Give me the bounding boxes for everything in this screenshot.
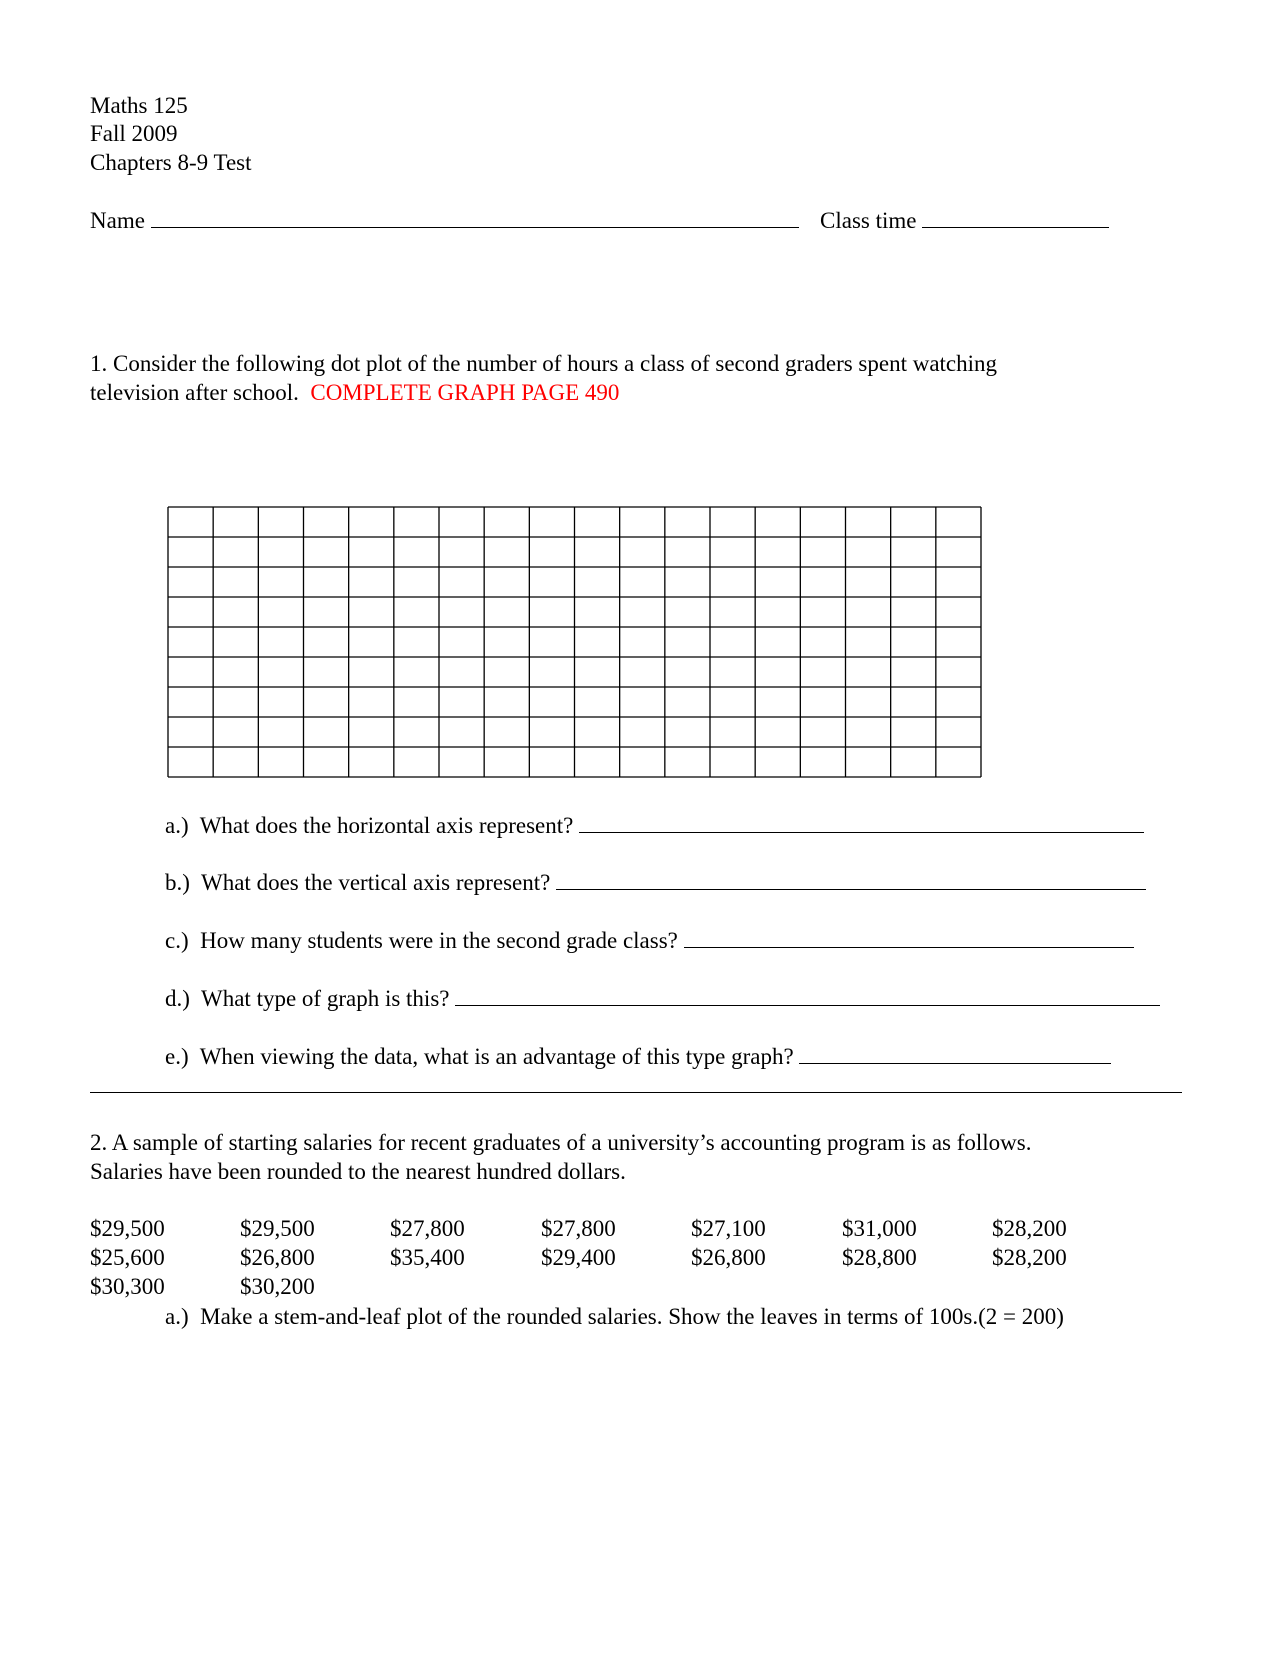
q1-part-e bbox=[165, 1043, 1111, 1070]
q1-text-line1: 1. Consider the following dot plot of the number of hours a class of second graders spent watching bbox=[90, 351, 998, 376]
salary-cell: $28,800 bbox=[842, 1245, 917, 1270]
q1-text-line2-main: television after school. bbox=[90, 380, 299, 405]
class-time-label: Class time bbox=[820, 208, 917, 233]
dot-plot-grid bbox=[167, 506, 982, 778]
q1-part-c-label: c.) bbox=[165, 928, 189, 953]
q1-part-a-text: What does the horizontal axis represent? bbox=[199, 813, 574, 838]
salary-cell: $35,400 bbox=[390, 1245, 465, 1270]
salary-cell: $26,800 bbox=[691, 1245, 766, 1270]
q1-part-b-text: What does the vertical axis represent? bbox=[201, 870, 551, 895]
name-blank[interactable] bbox=[151, 207, 799, 228]
q1-part-d-text: What type of graph is this? bbox=[201, 986, 450, 1011]
q1-part-e-text: When viewing the data, what is an advantage of this type graph? bbox=[199, 1044, 794, 1069]
q1-text-line2 bbox=[90, 379, 619, 406]
name-label: Name bbox=[90, 208, 145, 233]
salary-cell: $29,400 bbox=[541, 1245, 616, 1270]
q1-note: COMPLETE GRAPH PAGE 490 bbox=[310, 380, 620, 405]
course-title: Maths 125 bbox=[90, 93, 188, 118]
class-time-blank[interactable] bbox=[922, 207, 1109, 228]
salary-cell: $30,200 bbox=[240, 1274, 315, 1299]
q1-part-c-answer-blank[interactable] bbox=[684, 927, 1134, 948]
q1-part-e-label: e.) bbox=[165, 1044, 189, 1069]
class-time-field[interactable] bbox=[820, 207, 1109, 234]
q1-part-e-answer-line2[interactable] bbox=[90, 1092, 1182, 1093]
q1-part-d-label: d.) bbox=[165, 986, 190, 1011]
salary-cell: $29,500 bbox=[240, 1216, 315, 1241]
salary-cell: $31,000 bbox=[842, 1216, 917, 1241]
q2-part-a bbox=[165, 1303, 1064, 1330]
q1-part-b-label: b.) bbox=[165, 870, 190, 895]
q1-part-b-answer-blank[interactable] bbox=[556, 869, 1146, 890]
q1-part-a bbox=[165, 812, 1144, 839]
q1-part-b bbox=[165, 869, 1146, 896]
salary-cell: $28,200 bbox=[992, 1245, 1067, 1270]
q1-part-c bbox=[165, 927, 1134, 954]
q1-part-a-answer-blank[interactable] bbox=[579, 812, 1144, 833]
term: Fall 2009 bbox=[90, 121, 178, 146]
q1-part-c-text: How many students were in the second grade class? bbox=[200, 928, 678, 953]
q2-part-a-text: Make a stem-and-leaf plot of the rounded salaries. Show the leaves in terms of 100s.(2 = 200) bbox=[200, 1304, 1064, 1329]
q1-part-e-answer-blank[interactable] bbox=[799, 1043, 1111, 1064]
salary-cell: $30,300 bbox=[90, 1274, 165, 1299]
q1-part-d bbox=[165, 985, 1160, 1012]
salary-cell: $27,100 bbox=[691, 1216, 766, 1241]
salary-cell: $27,800 bbox=[541, 1216, 616, 1241]
name-field[interactable] bbox=[90, 207, 799, 234]
q2-text-line1: 2. A sample of starting salaries for recent graduates of a university’s accounting program is as follows. bbox=[90, 1130, 1032, 1155]
q2-text-line2: Salaries have been rounded to the nearest hundred dollars. bbox=[90, 1159, 626, 1184]
salary-cell: $28,200 bbox=[992, 1216, 1067, 1241]
test-title: Chapters 8-9 Test bbox=[90, 150, 252, 175]
salary-cell: $26,800 bbox=[240, 1245, 315, 1270]
q1-part-d-answer-blank[interactable] bbox=[455, 985, 1160, 1006]
salary-cell: $27,800 bbox=[390, 1216, 465, 1241]
q2-part-a-label: a.) bbox=[165, 1304, 189, 1329]
salary-cell: $29,500 bbox=[90, 1216, 165, 1241]
q1-part-a-label: a.) bbox=[165, 813, 189, 838]
salary-cell: $25,600 bbox=[90, 1245, 165, 1270]
